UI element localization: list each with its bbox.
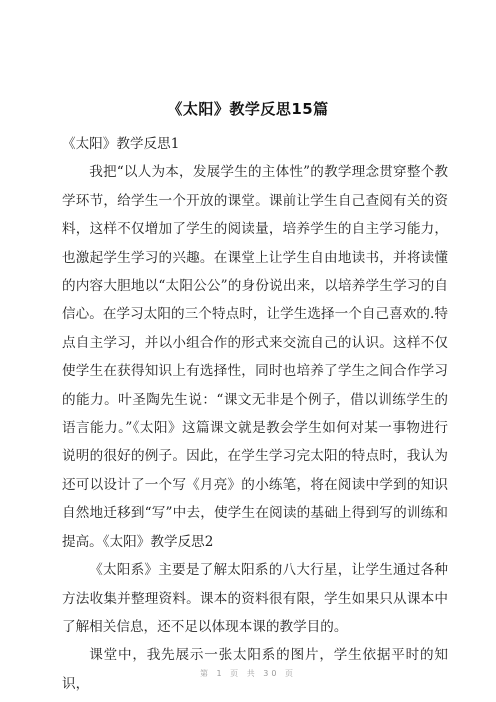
document-title: 《太阳》教学反思15篇 xyxy=(167,100,329,118)
paragraph-2: 《太阳系》主要是了解太阳系的八大行星，让学生通过各种方法收集并整理资料。课本的资料很有限，学生如果只从课本中了解相关信息，还不足以体现本课的教学目的。 xyxy=(62,562,448,635)
page-footer: 第 1 页 共 30 页 xyxy=(200,669,296,678)
paragraph-1: 我把“以人为本，发展学生的主体性”的教学理念贯穿整个教学环节，给学生一个开放的课堂。课前让学生自己查阅有关的资料，这样不仅增加了学生的阅读量，培养学生的自主学习能力，也激起学生学习的兴趣。在课堂上让学生自由地读书，并将读懂的内容大胆地以“太阳公公”的身份说出来，以培养学生学习的自信心。在学习太阳的三个特点时，让学生选择一个自己喜欢的.特点自主学习，并以小组合作的形式来交流自己的认识。这样不仅使学生在获得知识上有选择性，同时也培养了学生之间合作学习的能力。叶圣陶先生说：“课文无非是个例子，借以训练学生的语言能力。”《太阳》这篇课文就是教会学生如何对某一事物进行说明的很好的例子。因此，在学生学习完太阳的特点时，我认为还可以设计了一个写《月亮》的小练笔，将在阅读中学到的知识自然地迁移到“写”中去，使学生在阅读的基础上得到写的训练和提高。《太阳》教学反思2 xyxy=(62,164,448,550)
section-heading-1: 《太阳》教学反思1 xyxy=(62,136,180,152)
document-body xyxy=(62,130,448,698)
paragraph-3: 课堂中，我先展示一张太阳系的图片，学生依据平时的知识， xyxy=(62,647,448,692)
